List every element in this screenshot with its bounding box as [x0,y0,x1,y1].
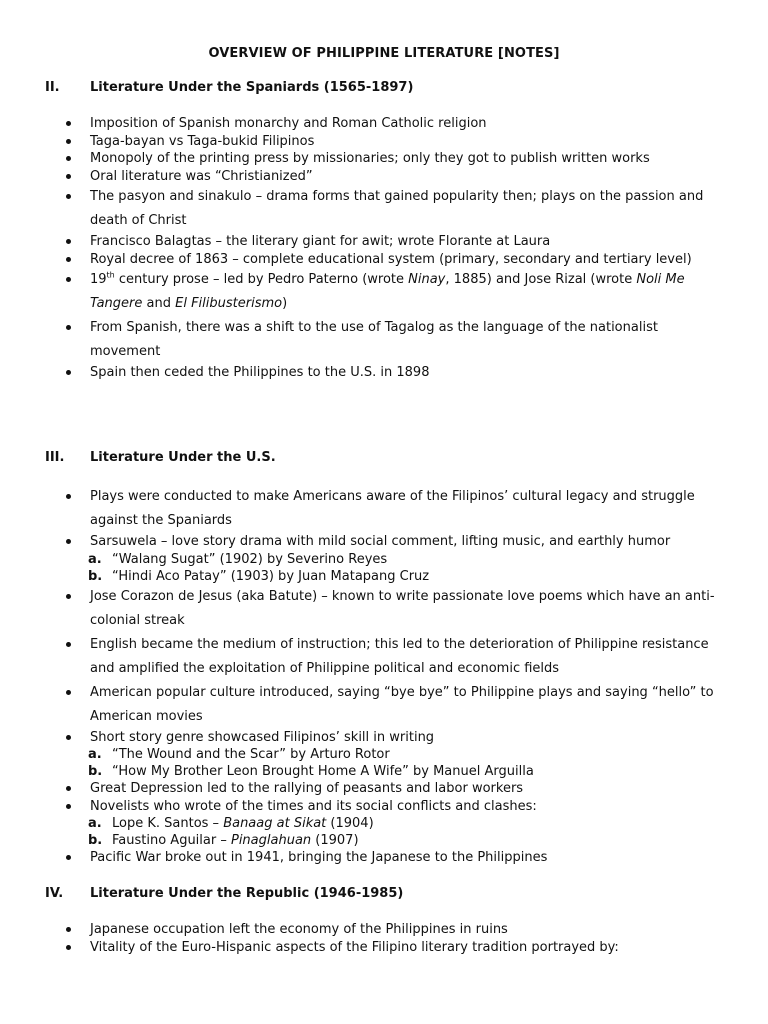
sub-item [88,551,728,568]
sub-letter: a. [88,816,102,831]
bullet-icon [66,121,71,126]
bullet-icon [66,494,71,499]
item-text: Francisco Balagtas – the literary giant for awit; wrote Florante at Laura [90,234,551,249]
list-item [0,585,768,633]
item-text: Japanese occupation left the economy of the Philippines in ruins [90,922,508,937]
section-heading [0,886,768,904]
item-text: Oral literature was “Christianized” [90,168,313,184]
item-text: Short story genre showcased Filipinos’ skill in writing [90,729,435,745]
bullet-icon [66,804,71,809]
section-republic [0,886,768,956]
section-us [0,450,768,867]
list-item [0,185,768,233]
item-text: Royal decree of 1863 – complete educational system (primary, secondary and tertiary level) [90,251,692,267]
item-text: American popular culture introduced, saying “bye bye” to Philippine plays and saying “hello” to American movies [90,684,714,724]
italic-title: Pinaglahuan [230,833,312,848]
text-run: century prose – led by Pedro Paterno (wrote [114,272,409,287]
bullet-list [0,485,768,867]
sub-letter: b. [88,568,103,584]
superscript: th [106,270,115,280]
section-title: Literature Under the Spaniards (1565-1897) [90,80,414,95]
bullet-icon [66,156,71,161]
sub-letter: b. [88,833,103,848]
list-item [0,150,768,168]
bullet-icon [66,239,71,244]
bullet-icon [66,370,71,375]
bullet-icon [66,786,71,791]
bullet-icon [66,139,71,144]
item-text: The pasyon and sinakulo – drama forms that gained popularity then; plays on the passion and death of Christ [90,189,704,228]
item-text: Great Depression led to the rallying of peasants and labor workers [90,781,524,796]
sub-text: Lope K. Santos – [112,816,224,831]
list-item [0,115,768,133]
bullet-icon [66,735,71,740]
list-item [0,485,768,533]
sub-text: “The Wound and the Scar” by Arturo Rotor [112,747,390,762]
sub-text: (1904) [326,816,374,831]
sub-text: Faustino Aguilar – [112,833,231,848]
item-text: Vitality of the Euro-Hispanic aspects of the Filipino literary tradition portrayed by: [90,939,619,955]
sub-item [88,832,728,849]
bullet-icon [66,194,71,199]
sub-item [88,763,728,780]
section-spaniards [0,80,768,382]
list-item [0,681,768,729]
list-item [0,133,768,151]
italic-title: Banaag at Sikat [223,816,327,831]
document-title: OVERVIEW OF PHILIPPINE LITERATURE [NOTES] [208,46,560,61]
bullet-icon [66,257,71,262]
bullet-icon [66,539,71,544]
bullet-icon [66,594,71,599]
sub-item [88,568,728,585]
item-text: From Spanish, there was a shift to the use of Tagalog as the language of the nationalist movement [90,320,658,359]
list-item [0,316,768,364]
section-heading [0,450,768,468]
sub-item [88,815,728,832]
sub-text: “How My Brother Leon Brought Home A Wife” by Manuel Arguilla [112,764,534,779]
bullet-icon [66,642,71,647]
list-item [0,533,768,585]
sub-text: (1907) [311,833,359,848]
item-text: Taga-bayan vs Taga-bukid Filipinos [90,133,315,149]
bullet-icon [66,927,71,932]
section-heading [0,80,768,98]
italic-title: El Filibusterismo [175,296,283,311]
list-item [0,798,768,850]
item-text: Jose Corazon de Jesus (aka Batute) – known to write passionate love poems which have an anti-colonial streak [90,588,715,628]
list-item [0,849,768,867]
bullet-icon [66,277,71,282]
item-text: Sarsuwela – love story drama with mild social comment, lifting music, and earthly humor [90,534,671,549]
list-item [0,921,768,939]
section-number: III. [45,450,65,465]
bullet-icon [66,690,71,695]
list-item [0,780,768,798]
text-run: 19 [90,272,107,287]
section-title: Literature Under the U.S. [90,450,276,465]
bullet-icon [66,945,71,950]
italic-title: Noli Me Tangere [90,272,685,311]
item-text: English became the medium of instruction; this led to the deterioration of Philippine resistance and amplified the exploitation of Philippine political and economic fields [90,636,709,676]
list-item [0,268,768,316]
item-text: Plays were conducted to make Americans aware of the Filipinos’ cultural legacy and struggle against the Spaniards [90,489,695,528]
item-text: Imposition of Spanish monarchy and Roman Catholic religion [90,116,487,131]
item-text [90,272,685,311]
sub-letter: a. [88,551,102,567]
list-item [0,168,768,186]
bullet-icon [66,325,71,330]
list-item [0,364,768,382]
bullet-icon [66,855,71,860]
italic-title: Ninay [408,272,446,287]
item-text: Spain then ceded the Philippines to the U.S. in 1898 [90,365,430,380]
list-item [0,633,768,681]
sub-text: “Hindi Aco Patay” (1903) by Juan Matapang Cruz [112,568,430,584]
section-number: IV. [45,886,64,901]
list-item [0,251,768,269]
item-text: Monopoly of the printing press by missionaries; only they got to publish written works [90,151,650,166]
text-run: , 1885) and Jose Rizal (wrote [445,272,637,287]
item-text: Novelists who wrote of the times and its social conflicts and clashes: [90,798,537,814]
sub-letter: b. [88,764,103,779]
bullet-list [0,921,768,956]
list-item [0,233,768,251]
section-title: Literature Under the Republic (1946-1985) [90,886,404,901]
bullet-icon [66,174,71,179]
sub-letter: a. [88,747,102,762]
list-item [0,729,768,781]
item-text: Pacific War broke out in 1941, bringing the Japanese to the Philippines [90,850,548,865]
list-item [0,939,768,957]
sub-text: “Walang Sugat” (1902) by Severino Reyes [112,551,388,567]
bullet-list [0,115,768,382]
text-run: and [142,296,176,311]
text-run: ) [282,296,288,311]
sub-item [88,746,728,763]
section-number: II. [45,80,60,95]
